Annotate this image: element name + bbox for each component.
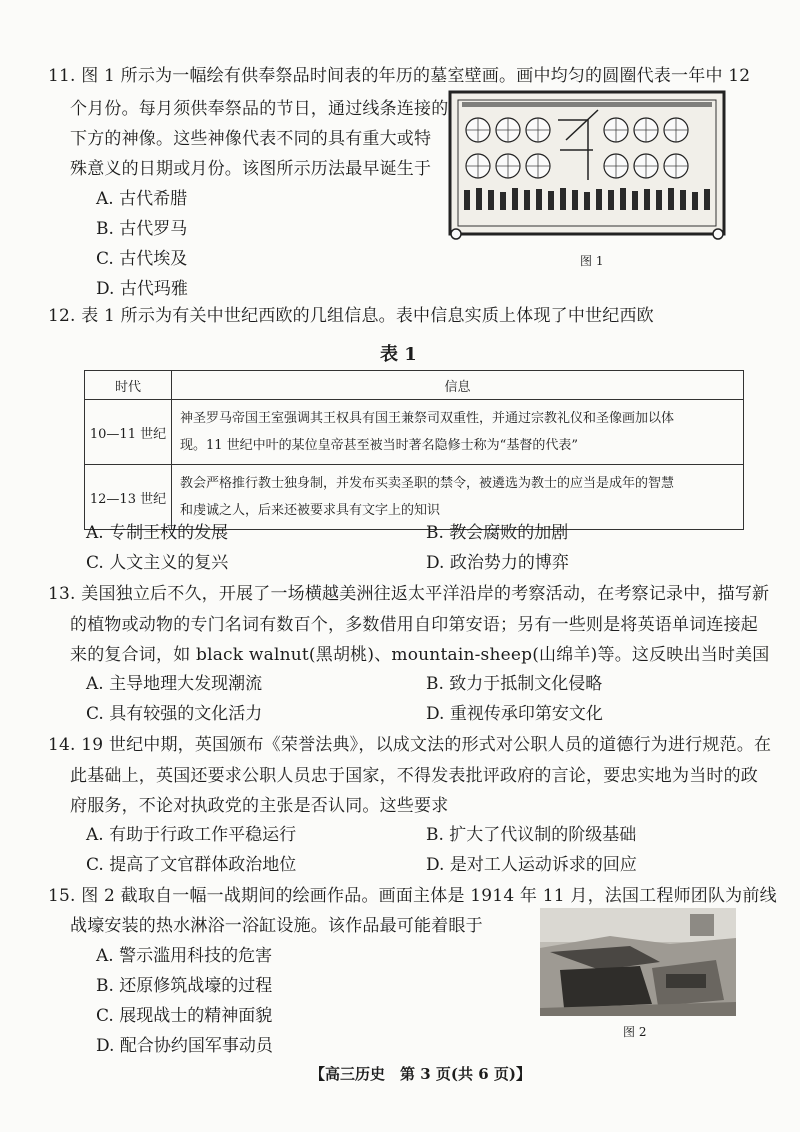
q15-option-a: A. 警示滥用科技的危害: [96, 946, 273, 966]
q14-line-1: 14. 19 世纪中期，英国颁布《荣誉法典》，以成文法的形式对公职人员的道德行为进行规范。在: [48, 735, 772, 755]
q15-option-c: C. 展现战士的精神面貌: [96, 1006, 273, 1026]
q14-option-a: A. 有助于行政工作平稳运行: [86, 825, 297, 845]
q13-line-2: 的植物或动物的专门名词有数百个，多数借用自印第安语；另有一些则是将英语单词连接起: [70, 615, 758, 635]
q11-line-2: 个月份。每月须供奉祭品的节日，通过线条连接的: [70, 99, 449, 119]
q13-line-3: 来的复合词，如 black walnut(黑胡桃)、mountain-sheep(山绵羊)等。这反映出当时美国: [70, 645, 770, 665]
table-cell-info-line: 教会严格推行教士独身制，并发布买卖圣职的禁令，被遴选为教士的应当是成年的智慧: [180, 476, 675, 491]
q11-option-b: B. 古代罗马: [96, 219, 188, 239]
q12-line-1: 12. 表 1 所示为有关中世纪西欧的几组信息。表中信息实质上体现了中世纪西欧: [48, 306, 654, 326]
q14-option-b: B. 扩大了代议制的阶级基础: [426, 825, 637, 845]
q11-option-c: C. 古代埃及: [96, 249, 188, 269]
q14-option-d: D. 是对工人运动诉求的回应: [426, 855, 637, 875]
table-header-era: 时代: [85, 371, 172, 400]
table-cell-era: 12—13 世纪: [85, 465, 172, 530]
table-1-title: 表 1: [380, 344, 417, 365]
page-footer: 【高三历史 第 3 页(共 6 页)】: [310, 1065, 531, 1083]
table-cell-era: 10—11 世纪: [85, 400, 172, 465]
q11-line-1: 11. 图 1 所示为一幅绘有供奉祭品时间表的年历的墓室壁画。画中均匀的圆圈代表一年中 12: [48, 66, 751, 86]
figure-2-wwi-painting: [540, 908, 736, 1016]
table-cell-info-line: 和虔诚之人，后来还被要求具有文字上的知识: [180, 503, 441, 518]
q12-option-a: A. 专制王权的发展: [86, 523, 229, 543]
q12-option-d: D. 政治势力的博弈: [426, 553, 569, 573]
table-cell-info: [172, 400, 744, 465]
table-header-row: [85, 371, 744, 400]
table-cell-info: [172, 465, 744, 530]
q11-option-d: D. 古代玛雅: [96, 279, 188, 299]
q15-option-b: B. 还原修筑战壕的过程: [96, 976, 273, 996]
table-cell-info-line: 现。11 世纪中叶的某位皇帝甚至被当时著名隐修士称为“基督的代表”: [180, 438, 578, 453]
q11-option-a: A. 古代希腊: [96, 189, 188, 209]
q14-line-2: 此基础上，英国还要求公职人员忠于国家，不得发表批评政府的言论，要忠实地为当时的政: [70, 766, 758, 786]
q12-option-c: C. 人文主义的复兴: [86, 553, 229, 573]
table-1: [84, 370, 744, 530]
q15-option-d: D. 配合协约国军事动员: [96, 1036, 273, 1056]
table-cell-info-line: 神圣罗马帝国王室强调其王权具有国王兼祭司双重性，并通过宗教礼仪和圣像画加以体: [180, 411, 675, 426]
q15-line-1: 15. 图 2 截取自一幅一战期间的绘画作品。画面主体是 1914 年 11 月，法国工程师团队为前线: [48, 886, 777, 906]
figure-1-tomb-mural: [448, 90, 726, 240]
q13-line-1: 13. 美国独立后不久，开展了一场横越美洲往返太平洋沿岸的考察活动，在考察记录中，描写新: [48, 584, 770, 604]
q13-option-b: B. 致力于抵制文化侵略: [426, 674, 603, 694]
q14-line-3: 府服务，不论对执政党的主张是否认同。这些要求: [70, 796, 449, 816]
q13-option-d: D. 重视传承印第安文化: [426, 704, 603, 724]
table-header-info: 信息: [172, 371, 744, 400]
table-row: [85, 400, 744, 465]
q11-line-4: 殊意义的日期或月份。该图所示历法最早诞生于: [70, 159, 432, 179]
q14-option-c: C. 提高了文官群体政治地位: [86, 855, 297, 875]
q11-line-3: 下方的神像。这些神像代表不同的具有重大或特: [70, 129, 432, 149]
q12-option-b: B. 教会腐败的加剧: [426, 523, 569, 543]
q15-line-2: 战壕安装的热水淋浴一浴缸设施。该作品最可能着眼于: [70, 916, 483, 936]
figure-2-caption: 图 2: [623, 1025, 647, 1039]
figure-1-caption: 图 1: [580, 254, 604, 268]
q13-option-c: C. 具有较强的文化活力: [86, 704, 263, 724]
table-row: [85, 465, 744, 530]
q13-option-a: A. 主导地理大发现潮流: [86, 674, 263, 694]
